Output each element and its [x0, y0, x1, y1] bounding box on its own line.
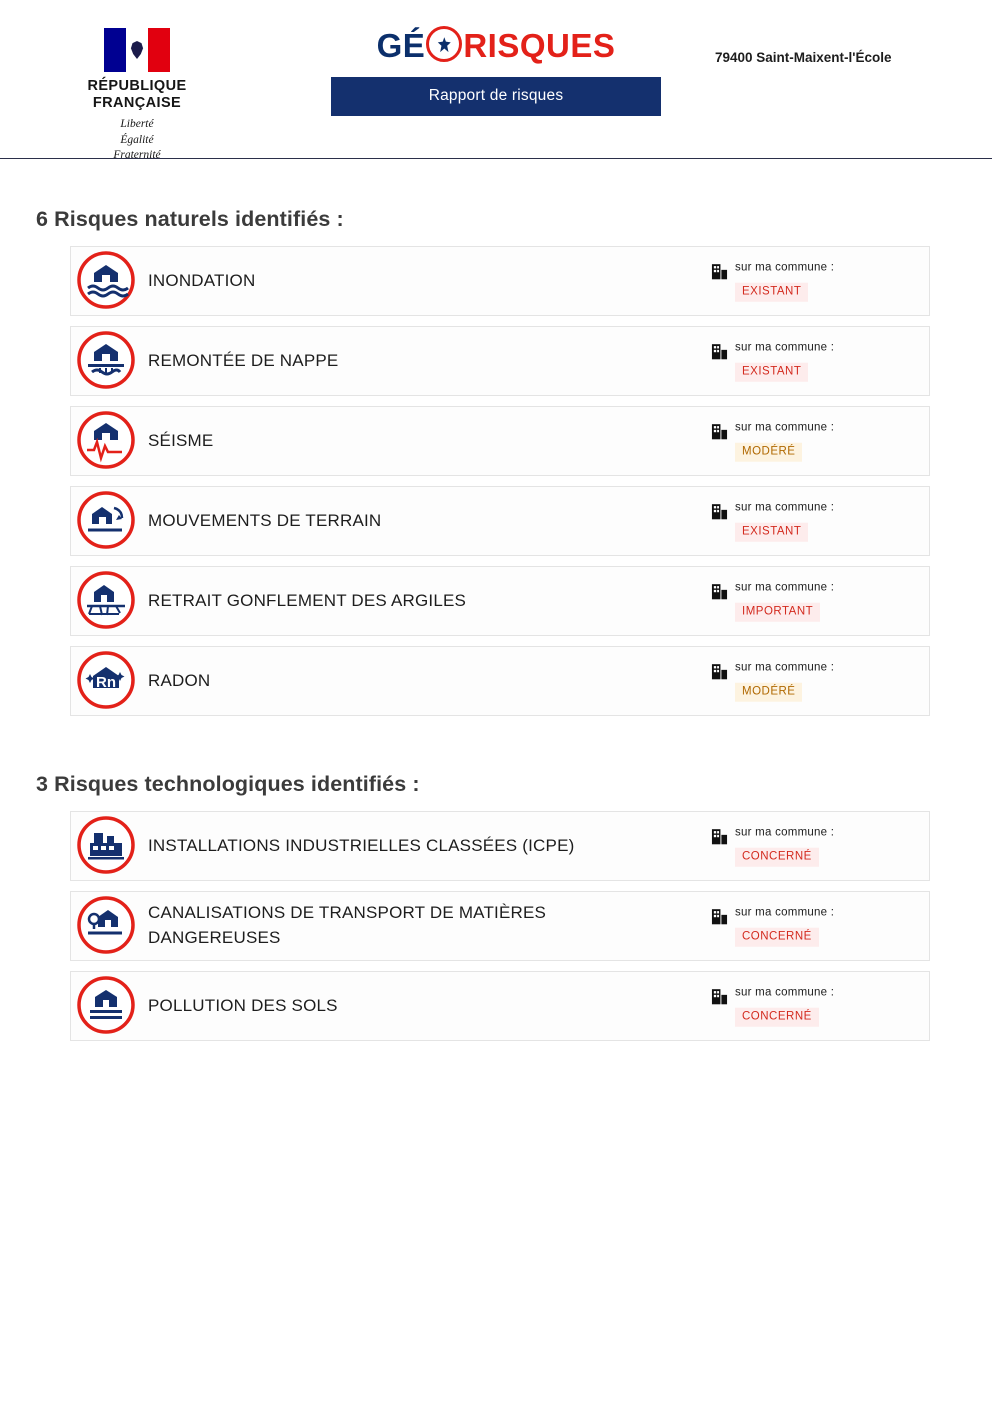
page-header — [0, 0, 992, 162]
status-badge: CONCERNÉ — [735, 927, 819, 946]
commune-building-icon — [711, 663, 728, 681]
commune-building-icon — [711, 423, 728, 441]
earthquake-icon — [74, 408, 138, 472]
risk-row[interactable] — [70, 811, 930, 881]
republique-line1: RÉPUBLIQUE — [87, 78, 187, 94]
risk-status — [711, 421, 834, 462]
risk-scope-label: sur ma commune : — [735, 826, 835, 839]
svg-text:Rn: Rn — [96, 674, 116, 691]
risk-status — [711, 826, 834, 867]
republique-line2: FRANÇAISE — [92, 95, 182, 112]
risk-label: RETRAIT GONFLEMENT DES ARGILES — [148, 590, 467, 610]
compass-icon — [426, 26, 462, 62]
status-badge: EXISTANT — [735, 282, 808, 301]
risk-status — [711, 986, 834, 1027]
risk-row[interactable] — [70, 326, 930, 396]
report-content — [0, 159, 992, 1041]
section-title-natural: 6 Risques naturels identifiés : — [36, 207, 344, 231]
commune-building-icon — [711, 583, 728, 601]
french-flag-icon — [104, 28, 170, 72]
risk-status — [711, 581, 834, 622]
risk-status — [711, 501, 834, 542]
report-subtitle: Rapport de risques — [331, 77, 661, 116]
risk-label: REMONTÉE DE NAPPE — [148, 350, 339, 370]
risk-label: RADON — [148, 670, 211, 690]
status-badge: IMPORTANT — [735, 602, 820, 621]
republique-francaise-logo — [62, 28, 212, 164]
republique-name — [62, 78, 212, 112]
commune-building-icon — [711, 828, 728, 846]
risk-row[interactable] — [70, 406, 930, 476]
status-badge: EXISTANT — [735, 362, 808, 381]
commune-building-icon — [711, 343, 728, 361]
groundwater-icon — [74, 328, 138, 392]
commune-building-icon — [711, 988, 728, 1006]
section-title-technological: 3 Risques technologiques identifiés : — [36, 772, 420, 796]
brand-title — [331, 26, 661, 65]
risk-scope-label: sur ma commune : — [735, 661, 835, 674]
devise-liberte: Liberté — [120, 118, 154, 131]
risk-row[interactable] — [70, 486, 930, 556]
risk-row[interactable] — [70, 566, 930, 636]
devise-egalite: Égalité — [120, 133, 154, 146]
status-badge: CONCERNÉ — [735, 847, 819, 866]
risk-label: POLLUTION DES SOLS — [148, 995, 338, 1015]
risk-scope-label: sur ma commune : — [735, 421, 835, 434]
risk-label: INONDATION — [148, 270, 256, 290]
status-badge: CONCERNÉ — [735, 1007, 819, 1026]
risk-row[interactable] — [70, 891, 930, 961]
commune-name: 79400 Saint-Maixent-l'École — [715, 50, 892, 65]
risk-scope-label: sur ma commune : — [735, 906, 835, 919]
risk-scope-label: sur ma commune : — [735, 581, 835, 594]
risk-status — [711, 906, 834, 947]
risk-row[interactable] — [70, 246, 930, 316]
commune-building-icon — [711, 263, 728, 281]
risk-label: MOUVEMENTS DE TERRAIN — [148, 510, 382, 530]
risk-label: SÉISME — [148, 430, 214, 450]
natural-risk-list — [70, 246, 930, 716]
commune-building-icon — [711, 908, 728, 926]
risk-row[interactable] — [70, 971, 930, 1041]
risk-scope-label: sur ma commune : — [735, 341, 835, 354]
risk-status — [711, 341, 834, 382]
radon-icon — [74, 648, 138, 712]
brand-title-ge: GÉ — [376, 27, 426, 64]
flood-icon — [74, 248, 138, 312]
status-badge: MODÉRÉ — [735, 442, 802, 461]
risk-row[interactable] — [70, 646, 930, 716]
landslide-icon — [74, 488, 138, 552]
clay-shrinkage-icon — [74, 568, 138, 632]
devise-fraternite: Fraternité — [113, 149, 161, 162]
technological-risk-list — [70, 811, 930, 1041]
risk-scope-label: sur ma commune : — [735, 501, 835, 514]
soil-pollution-icon — [74, 973, 138, 1037]
risk-scope-label: sur ma commune : — [735, 261, 835, 274]
status-badge: EXISTANT — [735, 522, 808, 541]
risk-status — [711, 261, 834, 302]
brand-title-risques: RISQUES — [463, 27, 616, 64]
status-badge: MODÉRÉ — [735, 682, 802, 701]
risk-label: CANALISATIONS DE TRANSPORT DE MATIÈRES DANGEREUSES — [148, 903, 547, 947]
risk-scope-label: sur ma commune : — [735, 986, 835, 999]
republique-devise — [62, 117, 212, 164]
georisques-brand — [331, 26, 661, 116]
risk-status — [711, 661, 834, 702]
commune-building-icon — [711, 503, 728, 521]
risk-label: INSTALLATIONS INDUSTRIELLES CLASSÉES (ICPE) — [148, 835, 575, 855]
industrial-icon — [74, 813, 138, 877]
pipeline-icon — [74, 893, 138, 957]
